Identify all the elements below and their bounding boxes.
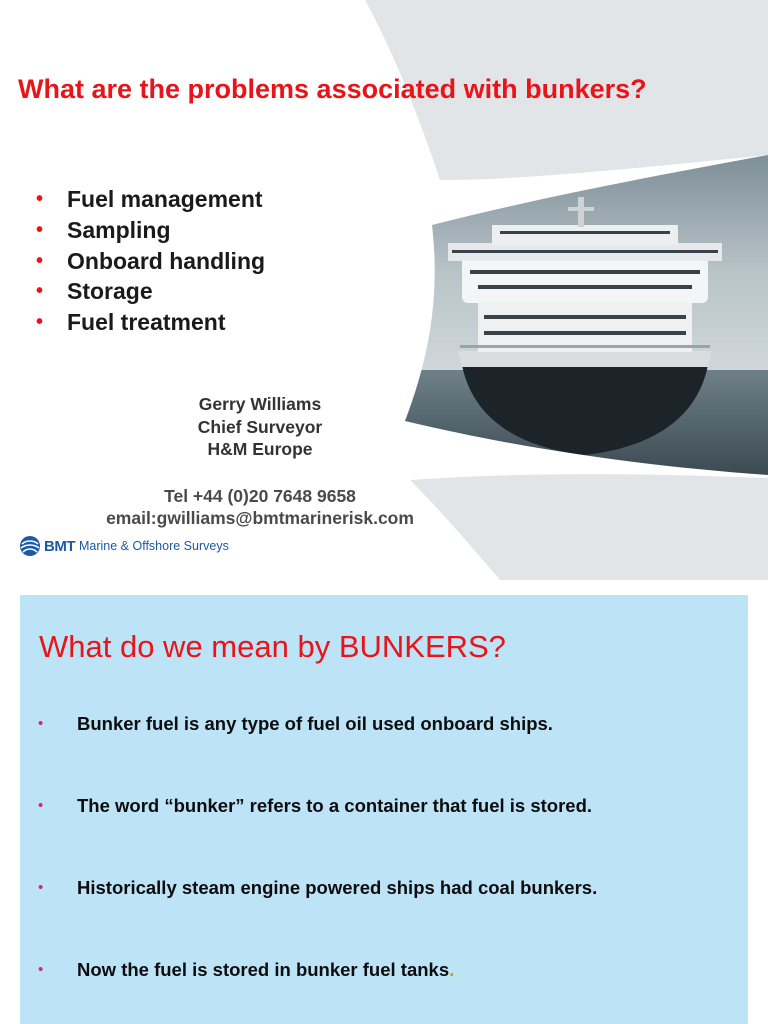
bullet-icon: • bbox=[38, 797, 44, 814]
contact-details bbox=[60, 485, 460, 529]
contact-role: Chief Surveyor bbox=[197, 416, 323, 437]
list-item: • Sampling bbox=[36, 215, 265, 246]
list-item: • Storage bbox=[36, 276, 265, 307]
problem-list bbox=[36, 184, 265, 338]
bullet-icon: • bbox=[36, 280, 44, 303]
logo-tagline: Marine & Offshore Surveys bbox=[79, 539, 229, 553]
contact-phone: Tel +44 (0)20 7648 9658 bbox=[164, 486, 356, 506]
contact-org: H&M Europe bbox=[207, 439, 313, 459]
slide-definition: What do we mean by BUNKERS? • Bunker fuel is any type of fuel oil used onboard ships. • The word “bunker” refers to a container that fuel is stored. • Historically steam engine powered ships had coal bunkers. • Now the fuel is stored in bunker fuel tanks. bbox=[20, 595, 748, 1024]
bullet-icon: • bbox=[36, 218, 44, 241]
list-item: • Fuel treatment bbox=[36, 307, 265, 338]
bmt-logo bbox=[18, 534, 229, 558]
logo-brand: BMT bbox=[44, 537, 75, 555]
globe-logo-icon bbox=[18, 534, 42, 558]
contact-block bbox=[120, 393, 400, 461]
bullet-icon: • bbox=[38, 879, 44, 896]
list-item: • Onboard handling bbox=[36, 246, 265, 277]
contact-name: Gerry Williams bbox=[198, 394, 322, 414]
contact-email[interactable]: email:gwilliams@bmtmarinerisk.com bbox=[106, 508, 414, 528]
bullet-icon: • bbox=[36, 188, 44, 210]
bullet-icon: • bbox=[36, 249, 44, 272]
slide-title: What do we mean by BUNKERS? bbox=[39, 629, 506, 664]
bullet-icon: • bbox=[38, 715, 44, 732]
cruise-ship-photo bbox=[400, 155, 768, 475]
list-item: • Fuel management bbox=[36, 184, 265, 215]
bullet-icon: • bbox=[36, 311, 44, 334]
bullet-icon: • bbox=[38, 961, 44, 978]
slide-title: What are the problems associated with bunkers? bbox=[18, 74, 647, 104]
